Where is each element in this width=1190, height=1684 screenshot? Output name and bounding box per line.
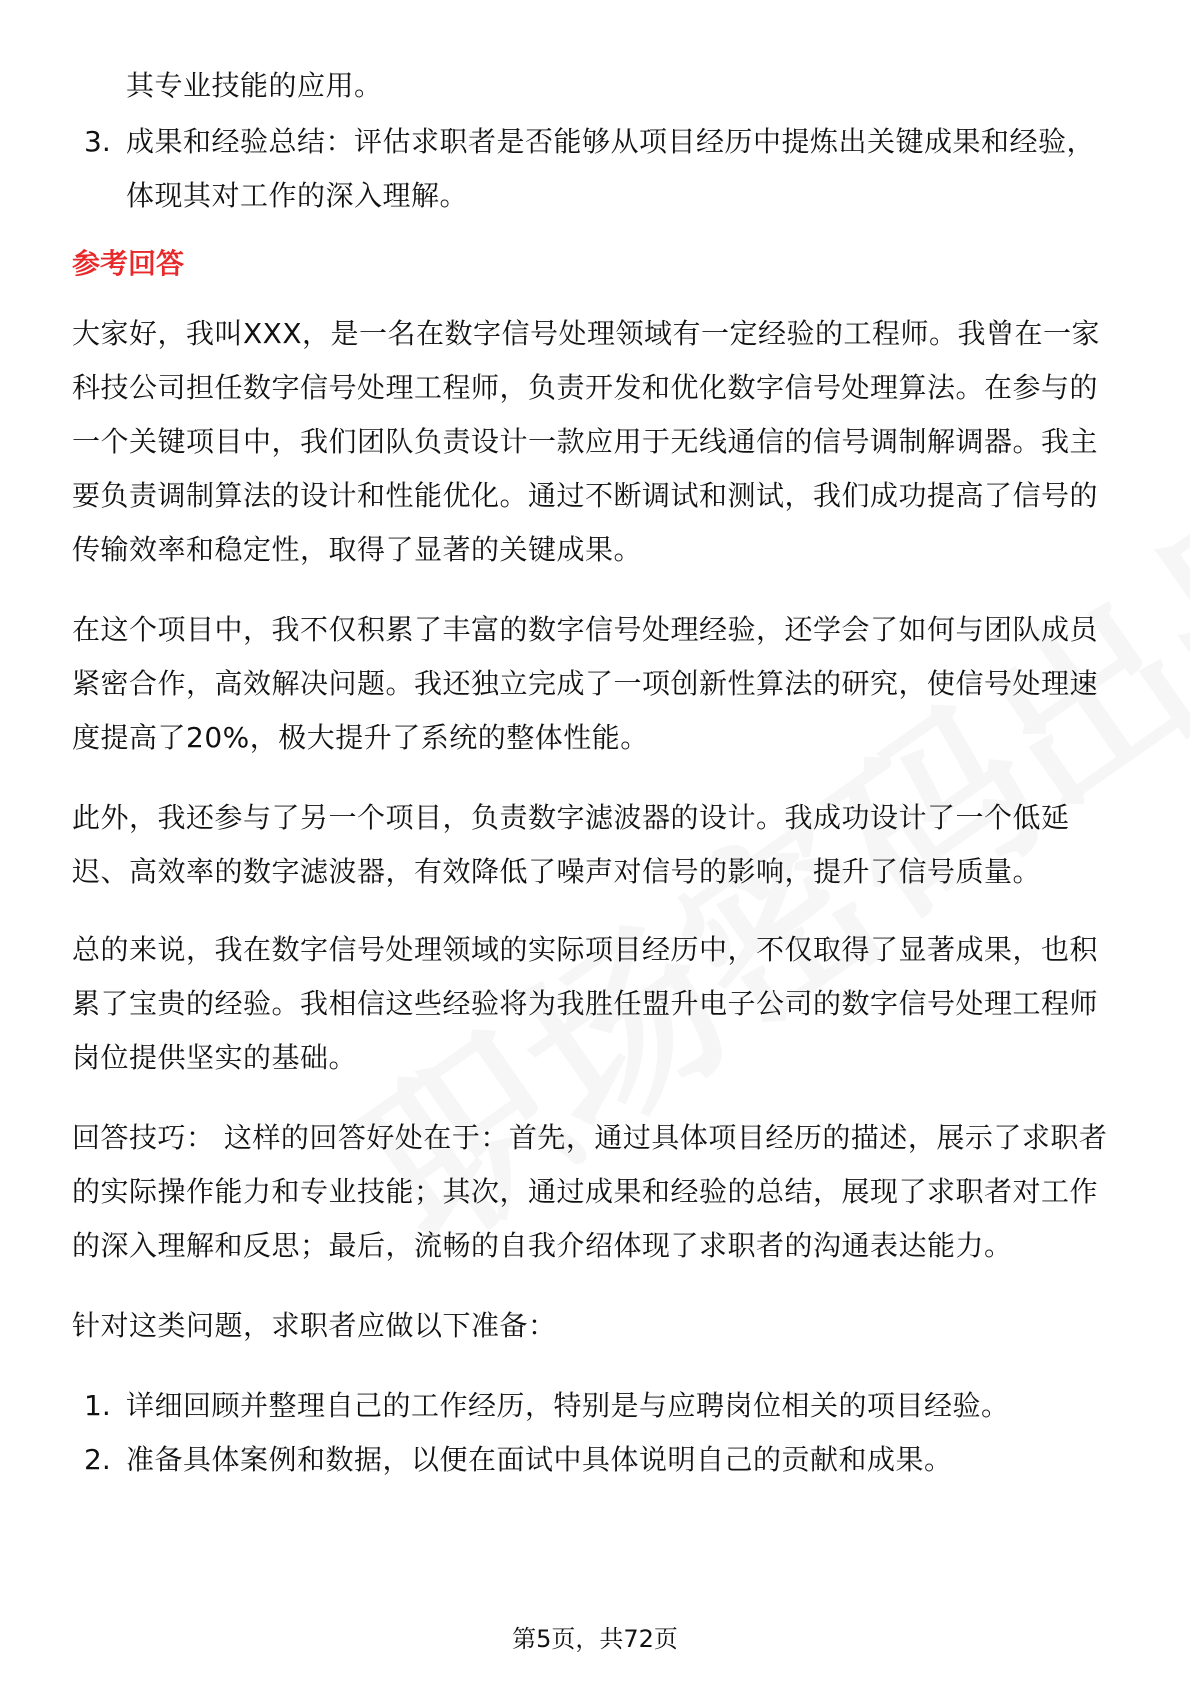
prep-number: 1. (84, 1389, 111, 1422)
criteria-line: 体现其对工作的深入理解。 (126, 179, 469, 212)
reference-heading: 参考回答 (72, 247, 185, 280)
paragraph-line: 科技公司担任数字信号处理工程师，负责开发和优化数字信号处理算法。在参与的 (72, 371, 1099, 404)
paragraph-line: 回答技巧： 这样的回答好处在于：首先，通过具体项目经历的描述，展示了求职者 (72, 1121, 1108, 1154)
paragraph-line: 度提高了20%，极大提升了系统的整体性能。 (72, 721, 649, 754)
page-footer: 第5页，共72页 (512, 1625, 678, 1653)
prep-number: 2. (84, 1443, 111, 1476)
paragraph-line: 总的来说，我在数字信号处理领域的实际项目经历中，不仅取得了显著成果，也积 (72, 933, 1099, 966)
paragraph-line: 的深入理解和反思；最后，流畅的自我介绍体现了求职者的沟通表达能力。 (72, 1229, 1013, 1262)
paragraph-line: 迟、高效率的数字滤波器，有效降低了噪声对信号的影响，提升了信号质量。 (72, 855, 1042, 888)
paragraph-line: 大家好，我叫XXX，是一名在数字信号处理领域有一定经验的工程师。我曾在一家 (72, 317, 1101, 350)
paragraph-line: 的实际操作能力和专业技能；其次，通过成果和经验的总结，展现了求职者对工作 (72, 1175, 1099, 1208)
paragraph-line: 传输效率和稳定性，取得了显著的关键成果。 (72, 533, 643, 566)
paragraph-line: 一个关键项目中，我们团队负责设计一款应用于无线通信的信号调制解调器。我主 (72, 425, 1099, 458)
paragraph-line: 岗位提供坚实的基础。 (72, 1041, 358, 1074)
paragraph-line: 在这个项目中，我不仅积累了丰富的数字信号处理经验，还学会了如何与团队成员 (72, 613, 1099, 646)
intro-continuation: 其专业技能的应用。 (126, 69, 383, 102)
criteria-line: 成果和经验总结：评估求职者是否能够从项目经历中提炼出关键成果和经验， (126, 125, 1096, 158)
paragraph-line: 紧密合作，高效解决问题。我还独立完成了一项创新性算法的研究，使信号处理速 (72, 667, 1099, 700)
paragraph-line: 针对这类问题，求职者应做以下准备： (72, 1309, 557, 1342)
paragraph-line: 要负责调制算法的设计和性能优化。通过不断调试和测试，我们成功提高了信号的 (72, 479, 1099, 512)
prep-item: 详细回顾并整理自己的工作经历，特别是与应聘岗位相关的项目经验。 (126, 1389, 1010, 1422)
criteria-number: 3. (84, 125, 111, 158)
prep-item: 准备具体案例和数据，以便在面试中具体说明自己的贡献和成果。 (126, 1443, 953, 1476)
paragraph-line: 累了宝贵的经验。我相信这些经验将为我胜任盟升电子公司的数字信号处理工程师 (72, 987, 1099, 1020)
paragraph-line: 此外，我还参与了另一个项目，负责数字滤波器的设计。我成功设计了一个低延 (72, 801, 1070, 834)
